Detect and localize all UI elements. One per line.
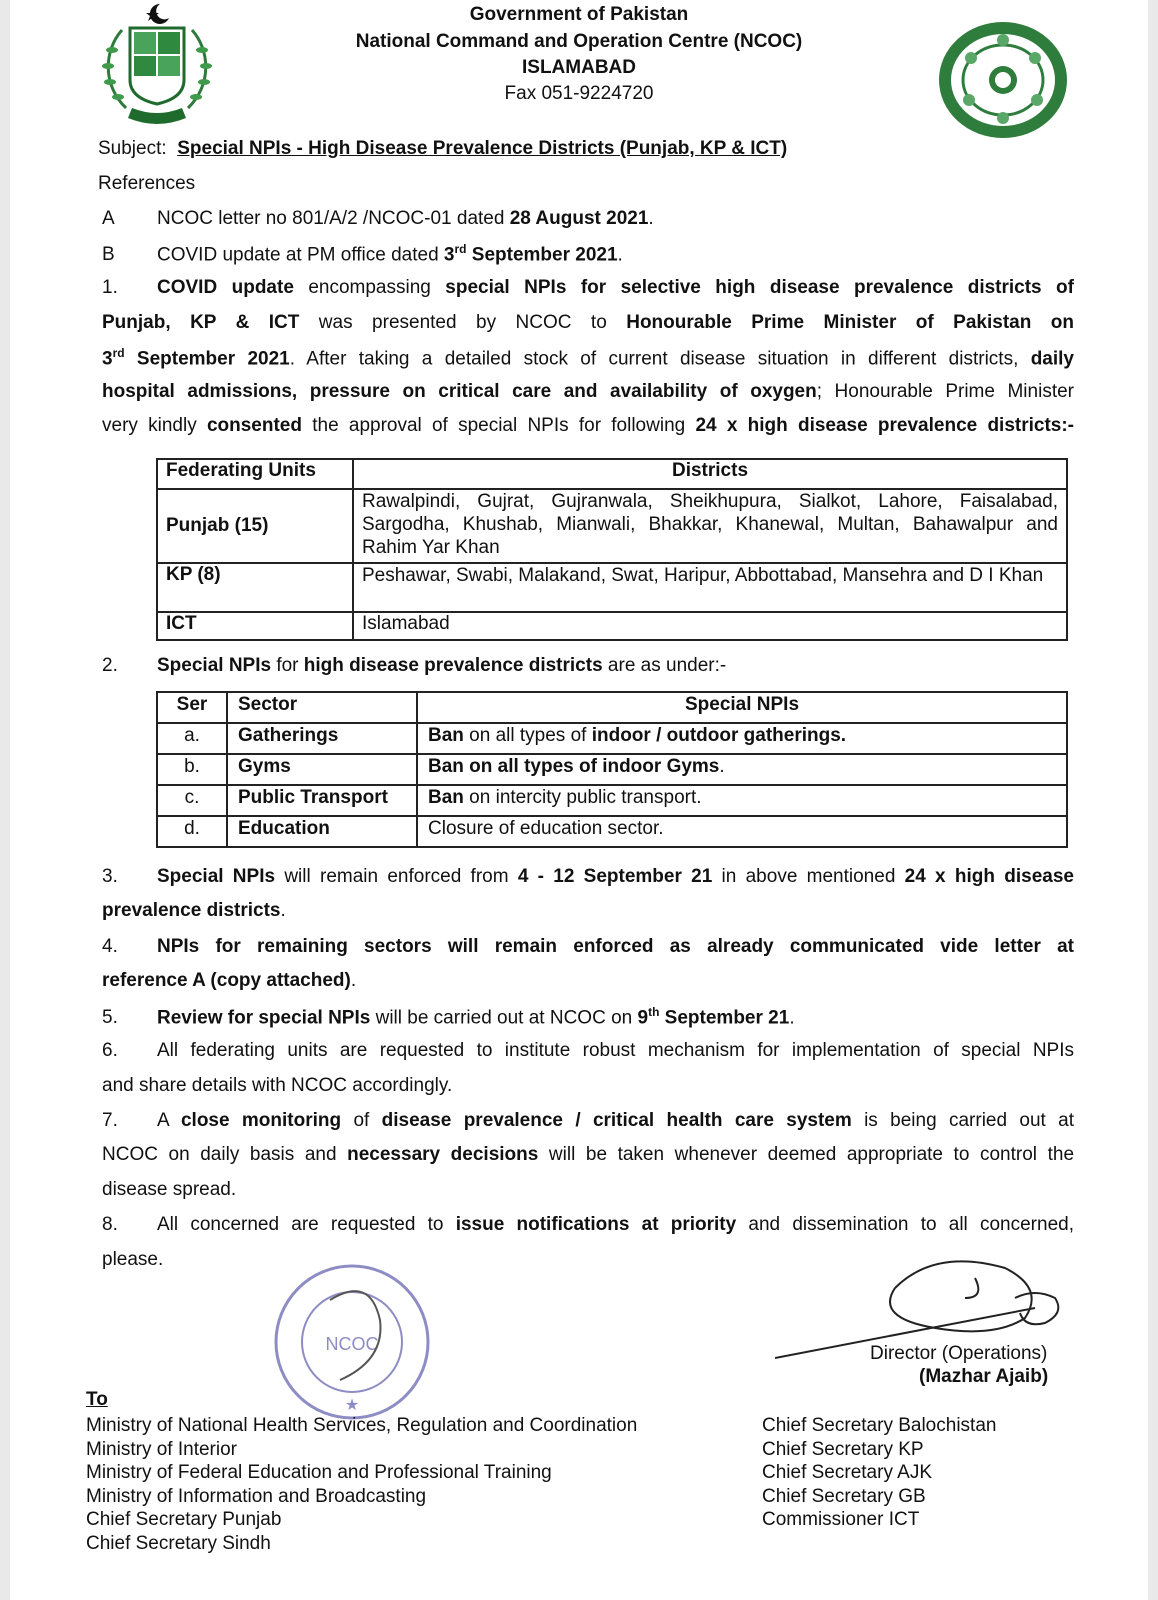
para1-line5: very kindly consented the approval of special NPIs for following 24 x high disease prevalence districts:- (102, 415, 1075, 436)
para4-line2: reference A (copy attached). (102, 970, 357, 991)
para2: 2. Special NPIs for high disease prevalence districts are as under:- (102, 655, 727, 676)
list-item: Chief Secretary AJK (762, 1462, 933, 1483)
table-row: a. Gatherings Ban on all types of indoor / outdoor gatherings. (157, 723, 1067, 754)
para1-line2: Punjab, KP & ICT was presented by NCOC to Honourable Prime Minister of Pakistan on (102, 312, 1075, 333)
para5: 5. Review for special NPIs will be carried out at NCOC on 9th September 21. (102, 1005, 795, 1029)
list-item: Ministry of Information and Broadcasting (86, 1485, 427, 1507)
reference-a: A NCOC letter no 801/A/2 /NCOC-01 dated 28 August 2021. (102, 208, 654, 229)
table-row: Punjab (15) Rawalpindi, Gujrat, Gujranwala, Sheikhupura, Sialkot, Lahore, Faisalabad, Sargodha, Khushab, Mianwali, Bhakkar, Khanewal, Multan, Bahawalpur and Rahim Yar Khan (157, 489, 1067, 563)
para3-line1: 3. Special NPIs will remain enforced from 4 - 12 September 21 in above mentioned 24 x high disease (102, 866, 1074, 887)
svg-text:NCOC: NCOC (325, 1334, 379, 1354)
list-item: Chief Secretary Punjab (86, 1509, 282, 1530)
para7-line2: NCOC on daily basis and necessary decisions will be taken whenever deemed appropriate to control the (102, 1144, 1075, 1165)
reference-b: B COVID update at PM office dated 3rd September 2021. (102, 242, 623, 266)
districts-table (156, 458, 1068, 641)
para6-line2: and share details with NCOC accordingly. (102, 1075, 453, 1096)
list-item: Ministry of National Health Services, Regulation and Coordination (86, 1415, 638, 1436)
table-header-row: Federating Units Districts (157, 459, 1067, 489)
recipients-right (762, 1414, 996, 1532)
list-item: Chief Secretary Sindh (86, 1532, 271, 1554)
table-row: b. Gyms Ban on all types of indoor Gyms. (157, 754, 1067, 785)
header-fax: Fax 051-9224720 (504, 83, 654, 104)
table-row: c. Public Transport Ban on intercity public transport. (157, 785, 1067, 816)
para3-line2: prevalence districts. (102, 900, 286, 921)
list-item: Chief Secretary Balochistan (762, 1415, 997, 1436)
special-npis-table (156, 691, 1068, 848)
ncoc-stamp (270, 1260, 435, 1425)
subject-text: Special NPIs - High Disease Prevalence Districts (Punjab, KP & ICT) (177, 138, 788, 159)
header-city: ISLAMABAD (522, 57, 636, 78)
table-header-row: Ser Sector Special NPIs (157, 692, 1067, 723)
list-item: Ministry of Federal Education and Professional Training (86, 1462, 552, 1483)
list-item: Chief Secretary KP (762, 1438, 924, 1460)
svg-text:★: ★ (344, 1397, 360, 1414)
table-row: KP (8) Peshawar, Swabi, Malakand, Swat, Haripur, Abbottabad, Mansehra and D I Khan (157, 563, 1067, 612)
list-item: Ministry of Interior (86, 1438, 237, 1460)
para8-line1: 8. All concerned are requested to issue notifications at priority and dissemination to all concerned, (102, 1214, 1074, 1235)
list-item: Chief Secretary GB (762, 1485, 926, 1507)
para1-line1: 1. COVID update encompassing special NPIs for selective high disease prevalence districts of (102, 277, 1074, 298)
list-item: Commissioner ICT (762, 1509, 920, 1530)
para7-line3: disease spread. (102, 1179, 237, 1200)
para7-line1: 7. A close monitoring of disease prevalence / critical health care system is being carried out at (102, 1110, 1074, 1131)
signature-title: Director (Operations) (870, 1343, 1048, 1364)
recipients-left (86, 1414, 637, 1555)
para1-line4: hospital admissions, pressure on critical care and availability of oxygen; Honourable Prime Minister (102, 381, 1074, 402)
signature-name: (Mazhar Ajaib) (919, 1366, 1049, 1387)
subject-label: Subject: (98, 138, 167, 159)
ncoc-seal-logo (935, 18, 1071, 142)
references-label: References (98, 173, 196, 194)
table-row: d. Education Closure of education sector. (157, 816, 1067, 847)
header-government: Government of Pakistan (469, 4, 689, 25)
para6-line1: 6. All federating units are requested to institute robust mechanism for implementation of special NPIs (102, 1040, 1074, 1061)
header-ncoc: National Command and Operation Centre (NCOC) (355, 31, 803, 52)
para8-line2: please. (102, 1249, 164, 1270)
to-label: To (86, 1389, 108, 1410)
para1-line3: 3rd September 2021. After taking a detailed stock of current disease situation in different districts, daily (102, 346, 1075, 370)
para4-line1: 4. NPIs for remaining sectors will remain enforced as already communicated vide letter at (102, 936, 1074, 957)
subject-line (98, 138, 787, 160)
table-row: ICT Islamabad (157, 612, 1067, 640)
